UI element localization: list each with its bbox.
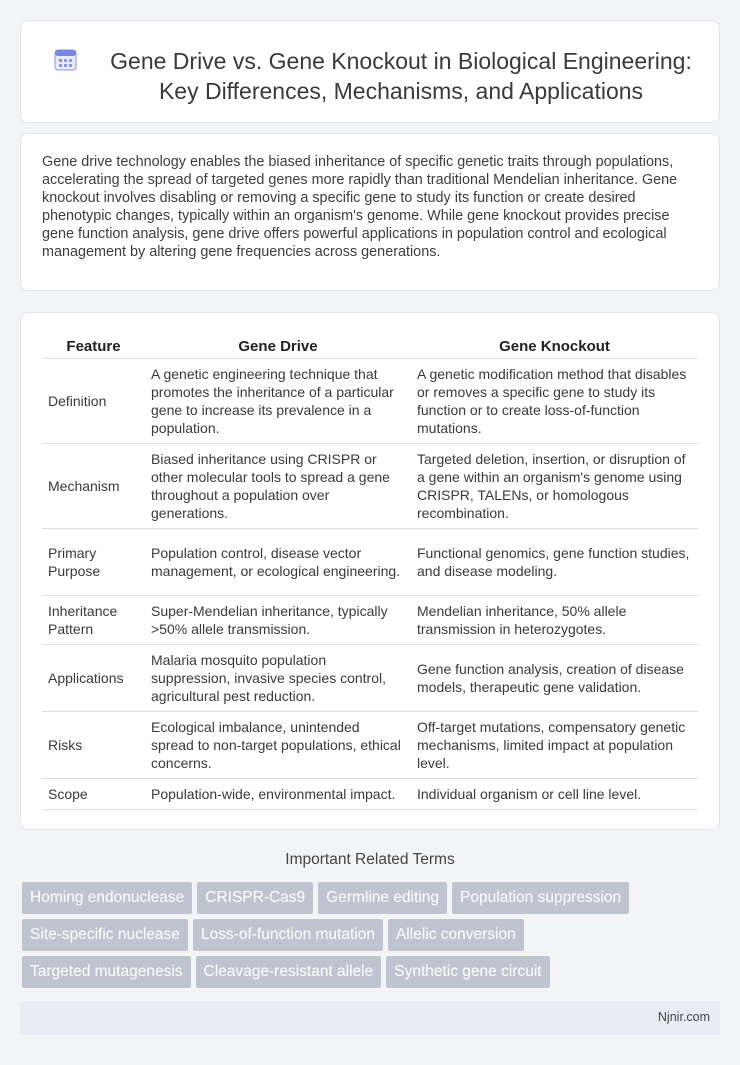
tag-row: [22, 882, 662, 914]
gene-knockout-cell: Functional genomics, gene function studies, and disease modeling.: [411, 529, 698, 596]
tag-row: [22, 919, 662, 951]
related-terms-title: Important Related Terms: [285, 851, 455, 868]
table-row: [42, 529, 698, 596]
feature-cell: Inheritance Pattern: [42, 596, 145, 645]
gene-drive-cell: Super-Mendelian inheritance, typically >50% allele transmission.: [145, 596, 411, 645]
gene-knockout-cell: A genetic modification method that disables or removes a specific gene to study its function or to create loss-of-function mutations.: [411, 359, 698, 444]
feature-cell: Definition: [42, 359, 145, 444]
gene-drive-cell: Malaria mosquito population suppression, invasive species control, agricultural pest reduction.: [145, 645, 411, 712]
tag-crispr-cas9[interactable]: CRISPR-Cas9: [197, 882, 313, 914]
related-terms-list: [22, 882, 662, 993]
feature-cell: Risks: [42, 712, 145, 779]
tag-loss-of-function-mutation[interactable]: Loss-of-function mutation: [193, 919, 383, 951]
tag-germline-editing[interactable]: Germline editing: [318, 882, 447, 914]
tag-population-suppression[interactable]: Population suppression: [452, 882, 629, 914]
gene-drive-cell: Population control, disease vector management, or ecological engineering.: [145, 529, 411, 596]
gene-drive-cell: A genetic engineering technique that promotes the inheritance of a particular gene to increase its prevalence in a population.: [145, 359, 411, 444]
header-gene-drive: Gene Drive: [145, 333, 411, 359]
intro-card: [20, 133, 720, 291]
gene-knockout-cell: Targeted deletion, insertion, or disruption of a gene within an organism's genome using CRISPR, TALENs, or homologous recombination.: [411, 444, 698, 529]
footer: [20, 1001, 720, 1035]
feature-cell: Scope: [42, 779, 145, 810]
comparison-table: [42, 333, 698, 810]
gene-drive-cell: Ecological imbalance, unintended spread to non-target populations, ethical concerns.: [145, 712, 411, 779]
page-title: Gene Drive vs. Gene Knockout in Biological Engineering: Key Differences, Mechanisms, and Applications: [110, 48, 692, 104]
tag-synthetic-gene-circuit[interactable]: Synthetic gene circuit: [386, 956, 549, 988]
table-header-row: [42, 333, 698, 359]
feature-cell: Applications: [42, 645, 145, 712]
gene-knockout-cell: Gene function analysis, creation of disease models, therapeutic gene validation.: [411, 645, 698, 712]
tag-cleavage-resistant-allele[interactable]: Cleavage-resistant allele: [196, 956, 382, 988]
title-card: [20, 20, 720, 123]
gene-drive-cell: Biased inheritance using CRISPR or other molecular tools to spread a gene throughout a population over generations.: [145, 444, 411, 529]
table-row: [42, 712, 698, 779]
tag-targeted-mutagenesis[interactable]: Targeted mutagenesis: [22, 956, 191, 988]
footer-site-link[interactable]: Njnir.com: [657, 1010, 710, 1024]
tag-allelic-conversion[interactable]: Allelic conversion: [388, 919, 524, 951]
header-gene-knockout: Gene Knockout: [411, 333, 698, 359]
feature-cell: Mechanism: [42, 444, 145, 529]
tag-row: [22, 956, 662, 988]
table-row: [42, 444, 698, 529]
header-feature: Feature: [42, 333, 145, 359]
table-row: [42, 596, 698, 645]
gene-knockout-cell: Mendelian inheritance, 50% allele transmission in heterozygotes.: [411, 596, 698, 645]
table-row: [42, 359, 698, 444]
feature-cell: Primary Purpose: [42, 529, 145, 596]
gene-knockout-cell: Off-target mutations, compensatory genetic mechanisms, limited impact at population level.: [411, 712, 698, 779]
gene-drive-cell: Population-wide, environmental impact.: [145, 779, 411, 810]
gene-knockout-cell: Individual organism or cell line level.: [411, 779, 698, 810]
comparison-table-card: [20, 312, 720, 830]
tag-site-specific-nuclease[interactable]: Site-specific nuclease: [22, 919, 188, 951]
intro-paragraph: Gene drive technology enables the biased inheritance of specific genetic traits through populations, accelerating the spread of targeted genes more rapidly than traditional Mendelian inheritance. Gene knockout involves disabling or removing a specific gene to study its function or create desired phenotypic changes, typically within an organism's genome. While gene knockout provides precise gene function analysis, gene drive offers powerful applications in population control and ecological management by altering gene frequencies across generations.: [42, 154, 678, 260]
tag-homing-endonuclease[interactable]: Homing endonuclease: [22, 882, 192, 914]
table-row: [42, 645, 698, 712]
calendar-icon: [54, 48, 77, 71]
table-row: [42, 779, 698, 810]
